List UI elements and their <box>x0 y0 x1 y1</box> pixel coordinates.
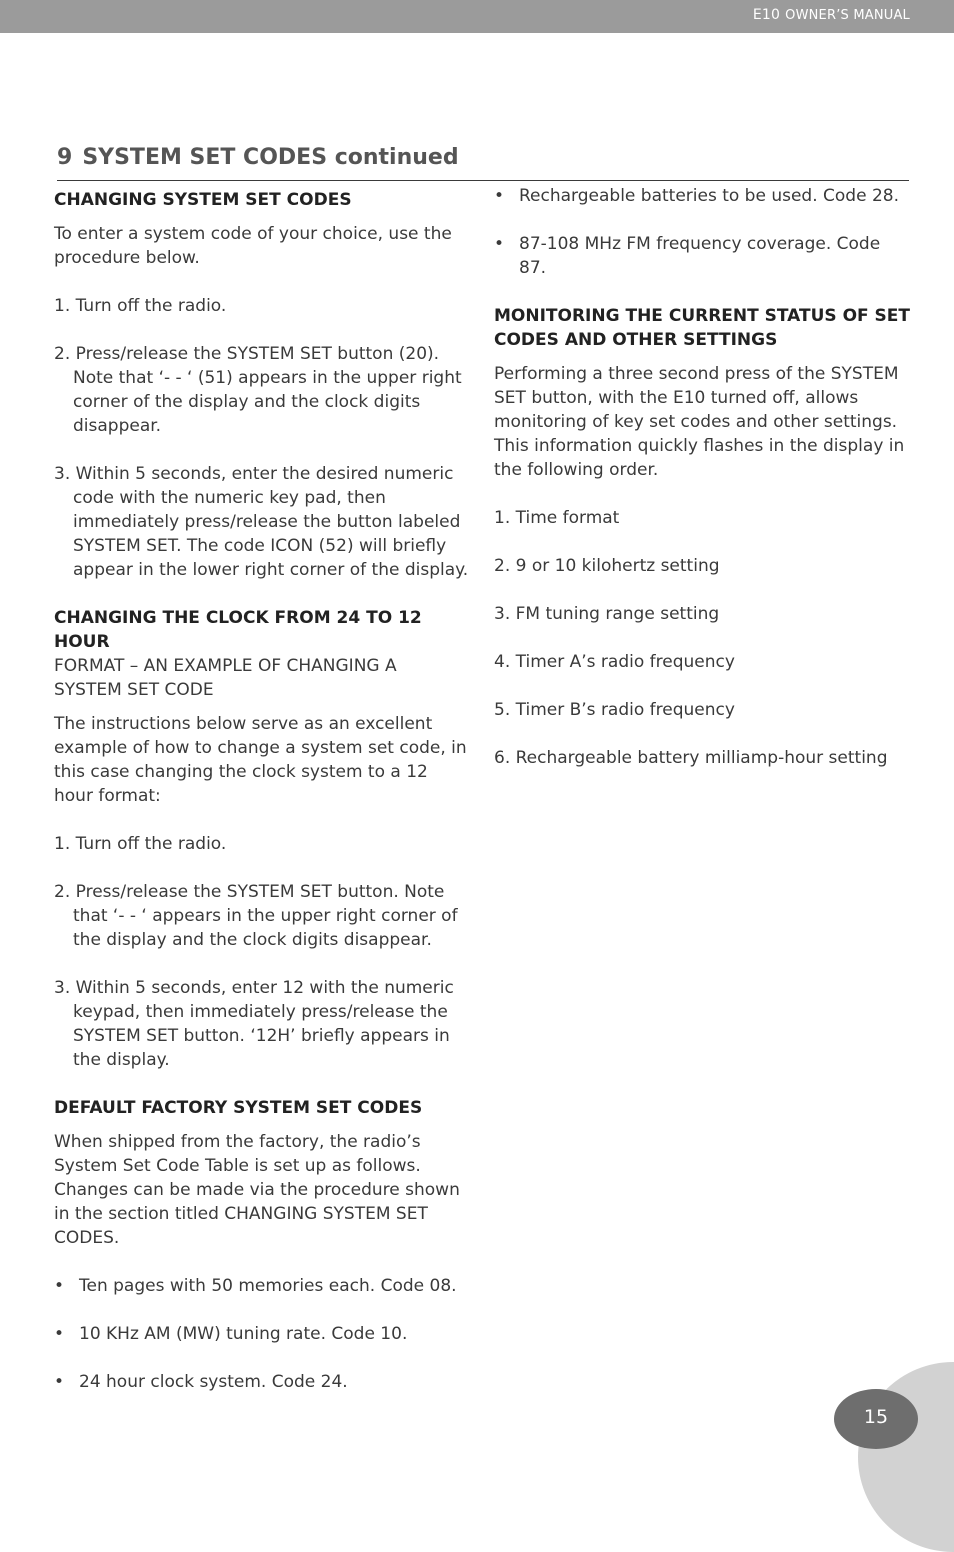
list-item: 4. Timer A’s radio frequency <box>494 652 735 672</box>
list-item: 2. 9 or 10 kilohertz setting <box>494 556 720 576</box>
bullet-icon: • <box>54 1276 65 1296</box>
page-number: 15 <box>834 1389 918 1449</box>
paragraph: The instructions below serve as an excellent example of how to change a system set code, in this case changing the clock system to a 12 hour format: <box>54 714 467 806</box>
bullet-item: • 87-108 MHz FM frequency coverage. Code 87. <box>494 234 881 278</box>
bullet-icon: • <box>494 234 505 254</box>
list-item: 6. Rechargeable battery milliamp-hour setting <box>494 748 888 768</box>
subheading-clock-format: FORMAT – AN EXAMPLE OF CHANGING A SYSTEM SET CODE <box>54 656 397 700</box>
paragraph: To enter a system code of your choice, use the procedure below. <box>54 224 452 268</box>
bullet-item: • Rechargeable batteries to be used. Code 28. <box>494 186 899 206</box>
section-title <box>57 145 459 170</box>
section-divider <box>57 180 909 181</box>
heading-changing-codes: CHANGING SYSTEM SET CODES <box>54 190 352 210</box>
step-item: 3. Within 5 seconds, enter the desired numeric code with the numeric key pad, then immediately press/release the button labeled SYSTEM SET. The code ICON (52) will briefly appear in the lower right corner of the display. <box>54 464 469 580</box>
manual-title: OWNER’S MANUAL <box>785 8 910 23</box>
bullet-icon: • <box>54 1372 65 1392</box>
heading-monitoring: MONITORING THE CURRENT STATUS OF SET CODES AND OTHER SETTINGS <box>494 306 911 350</box>
bullet-item: • 10 KHz AM (MW) tuning rate. Code 10. <box>54 1324 408 1344</box>
bullet-item: • Ten pages with 50 memories each. Code 08. <box>54 1276 457 1296</box>
step-item: 2. Press/release the SYSTEM SET button. Note that ‘- - ‘ appears in the upper right corner of the display and the clock digits disappear. <box>54 882 458 950</box>
list-item: 5. Timer B’s radio frequency <box>494 700 735 720</box>
section-number: 9 <box>57 145 73 170</box>
left-column <box>54 188 469 1394</box>
section-title-text: SYSTEM SET CODES continued <box>82 145 459 170</box>
heading-default-codes: DEFAULT FACTORY SYSTEM SET CODES <box>54 1098 423 1118</box>
step-item: 3. Within 5 seconds, enter 12 with the numeric keypad, then immediately press/release the SYSTEM SET button. ‘12H’ briefly appears in the display. <box>54 978 454 1070</box>
step-item: 1. Turn off the radio. <box>54 834 227 854</box>
right-column <box>494 184 912 770</box>
model-name: E10 <box>752 7 781 23</box>
bullet-icon: • <box>54 1324 65 1344</box>
step-item: 1. Turn off the radio. <box>54 296 227 316</box>
list-item: 1. Time format <box>494 508 620 528</box>
paragraph: When shipped from the factory, the radio’s System Set Code Table is set up as follows. Changes can be made via the procedure shown in the section titled CHANGING SYSTEM SET CODES. <box>54 1132 460 1248</box>
bullet-icon: • <box>494 186 505 206</box>
paragraph: Performing a three second press of the SYSTEM SET button, with the E10 turned off, allows monitoring of key set codes and other settings. This information quickly flashes in the display in the following order. <box>494 364 905 480</box>
heading-clock-format: CHANGING THE CLOCK FROM 24 TO 12 HOUR <box>54 608 422 652</box>
header-bar <box>0 0 954 33</box>
step-item: 2. Press/release the SYSTEM SET button (20). Note that ‘- - ‘ (51) appears in the upper right corner of the display and the clock digits disappear. <box>54 344 462 436</box>
bullet-item: • 24 hour clock system. Code 24. <box>54 1372 348 1392</box>
list-item: 3. FM tuning range setting <box>494 604 720 624</box>
running-header <box>753 7 910 23</box>
